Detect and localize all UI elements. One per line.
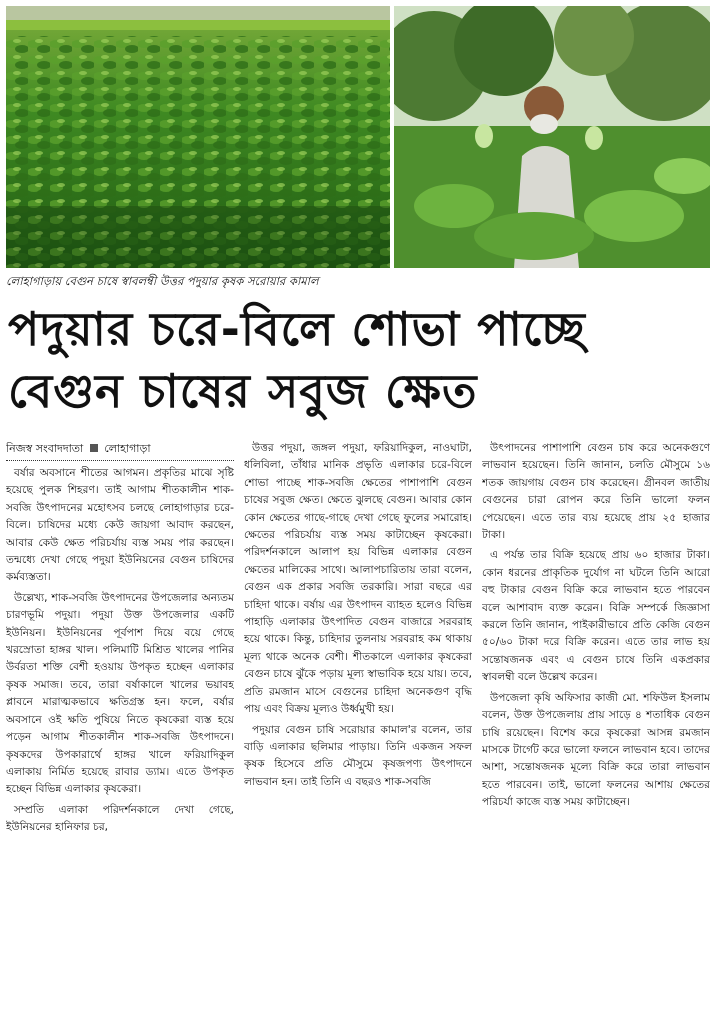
paragraph: সম্প্রতি এলাকা পরিদর্শনকালে দেখা গেছে, ইউনিয়নের হানিফার চর,	[6, 803, 234, 834]
square-bullet-icon	[90, 444, 98, 452]
paragraph: এ পর্যন্ত তার বিক্রি হয়েছে প্রায় ৬০ হাজার টাকা। কোন ধরনের প্রাকৃতিক দুর্যোগ না ঘটলে তিনি আরো বহু টাকার বেগুন বিক্রি করে লাভবান হতে পারবেন বলে আশাবাদ ব্যক্ত করেন। বিক্রি সম্পর্কে জিজ্ঞাসা করলে তিনি জানান, পাইকারীভাবে প্রতি কেজি বেগুন ৫০/৬০ টাকা দরে বিক্রি করেন। এতে তার লাভ হয় সন্তোষজনক এবং এ বেগুন চাষে তিনি একপ্রকার স্বাবলম্বী বলে উল্লেখ করেন।	[482, 549, 710, 684]
photo-strip	[6, 6, 710, 268]
column-3	[482, 440, 710, 1006]
paragraph: উত্তর পদুয়া, জঙ্গল পদুয়া, ফরিয়াদিকুল, নাওঘাটা, ধলিবিলা, তাঁধার মানিক প্রভৃতি এলাকার চরে-বিলে শোভা পাচ্ছে শাক-সবজি ক্ষেতের পাশাপাশি বেগুন চাষের সবুজ ক্ষেত। ক্ষেতে ঝুলছে বেগুন। আবার কোন কোন ক্ষেতের গাছে-গাছে দেখা গেছে ফুলের সমারোহ। ক্ষেতের পরিচর্যায় ব্যস্ত সময় কাটাচ্ছেন কৃষকেরা। পরিদর্শনকালে আলাপ হয় বিভিন্ন এলাকার বেগুন ক্ষেতের মালিকের সাথে। আলাপচারিতায় তারা বলেন, বেগুন এক প্রকার সবজি তরকারি। সারা বছরে এর চাহিদা থাকে। বর্ষায় এর উৎপাদন ব্যাহত হলেও বিভিন্ন পাহাড়ি এলাকার উৎপাদিত বেগুন বাজারে সরবরাহ হয়ে থাকে। কিন্তু, চাহিদার তুলনায় সরবরাহ কম থাকায় মূল্য থাকে অনেক বেশী। শীতকালে এলাকার কৃষকেরা বেগুন চাষে ঝুঁকে পড়ায় মূল্য স্বাভাবিক হয়ে যায়। তবে, প্রতি রমজান মাসে বেগুনের চাহিদা অনেকগুণ বৃদ্ধি পায় এবং বিক্রয় মূল্যও উর্ধ্বমুখী হয়।	[244, 442, 472, 716]
paragraph: পদুয়ার বেগুন চাষি সরোয়ার কামাল'র বলেন, তার বাড়ি এলাকার ছলিমার পাড়ায়। তিনি একজন সফল কৃষক হিসেবে প্রতি মৌসুমে কৃষজপণ্য উৎপাদনে লাভবান হন। তাই তিনি এ বছরও শাক-সবজি	[244, 723, 472, 788]
paragraph: বর্ষার অবসানে শীতের আগমন। প্রকৃতির মাঝে সৃষ্টি হয়েছে পুলক শিহরণ। তাই আগাম শীতকালীন শাক-সবজি উৎপাদনের মহোৎসব চলছে লোহাগাড়ার চরে-বিলে। চাষিদের মধ্যে কেউ জায়গা আবাদ করছেন, আবার কেউ ক্ষেত পরিচর্যায় ব্যস্ত সময় পার করছেন। তন্মধ্যে দেখা গেছে পদুয়া ইউনিয়নের বেগুন চাষিদের কর্মব্যস্ততা।	[6, 467, 234, 584]
headline	[8, 298, 708, 422]
headline-line-2: বেগুন চাষের সবুজ ক্ষেত	[8, 364, 478, 418]
farmer-photo	[394, 6, 710, 268]
byline	[6, 440, 234, 461]
paragraph: উপজেলা কৃষি অফিসার কাজী মো. শফিউল ইসলাম বলেন, উক্ত উপজেলায় প্রায় সাড়ে ৪ শতাধিক বেগুন চাষি রয়েছেন। বিশেষ করে কৃষকেরা আসন্ন রমজান মাসকে টার্গেট করে ভালো ফলনে লাভবান হবে। তাদের আশা, সন্তোষজনক মূল্যে বিক্রি করে তারা লাভবান হতে পারবেন। তাই, ভালো ফলনের আশায় ক্ষেতের পরিচর্যা কাজে ব্যস্ত সময় কাটাচ্ছেন।	[482, 691, 710, 809]
column-1	[6, 440, 234, 1006]
dateline-location: লোহাগাড়া	[104, 442, 151, 455]
paragraph: উল্লেখ্য, শাক-সবজি উৎপাদনের উপজেলার অন্যতম চারণভূমি পদুয়া। পদুয়া উক্ত উপজেলার একটি ইউনিয়ন। ইউনিয়নের পূর্বপাশ দিয়ে বয়ে গেছে খরস্রোতা হাঙ্গর খাল। পলিমাটি মিশ্রিত খালের পানির উর্বরতা শক্তি বেশী হওয়ায় উপকৃত হচ্ছেন এলাকার কৃষক সমাজ। তবে, তারা বর্ষাকালে খালের ভয়াবহ প্লাবনে মারাত্মকভাবে ক্ষতিগ্রস্ত হন। ফলে, বর্ষার অবসানে ওই ক্ষতি পুষিয়ে নিতে কৃষকেরা ব্যস্ত হয়ে পড়েন আগাম শীতকালীন শাক-সবজি উৎপাদনে। কৃষকদের উপকারার্থে হাঙ্গর খালে ফরিয়াদিকুল এলাকায় নির্মিত হয়েছে রাবার ড্যাম। এতে উপকৃত হচ্ছেন বিভিন্ন এলাকার কৃষকেরা।	[6, 591, 234, 796]
reporter: নিজস্ব সংবাদদাতা	[6, 442, 84, 455]
headline-line-1: পদুয়ার চরে-বিলে শোভা পাচ্ছে	[8, 302, 586, 356]
column-2	[244, 440, 472, 1006]
article-body	[6, 440, 710, 1006]
paragraph: উৎপাদনের পাশাপাশি বেগুন চাষ করে অনেকগুণে লাভবান হয়েছেন। তিনি জানান, চলতি মৌসুমে ১৬ শতক জায়গায় বেগুন চাষ করেছেন। গ্রীনবল জাতীয় বেগুনের চারা রোপন করে তিনি ভালো ফলন পেয়েছেন। এতে তার ব্যয় হয়েছে প্রায় ২৫ হাজার টাকা।	[482, 442, 710, 542]
eggplant-field-photo	[6, 6, 390, 268]
photo-caption: লোহাগাড়ায় বেগুন চাষে স্বাবলম্বী উত্তর পদুয়ার কৃষক সরোয়ার কামাল	[6, 274, 319, 288]
